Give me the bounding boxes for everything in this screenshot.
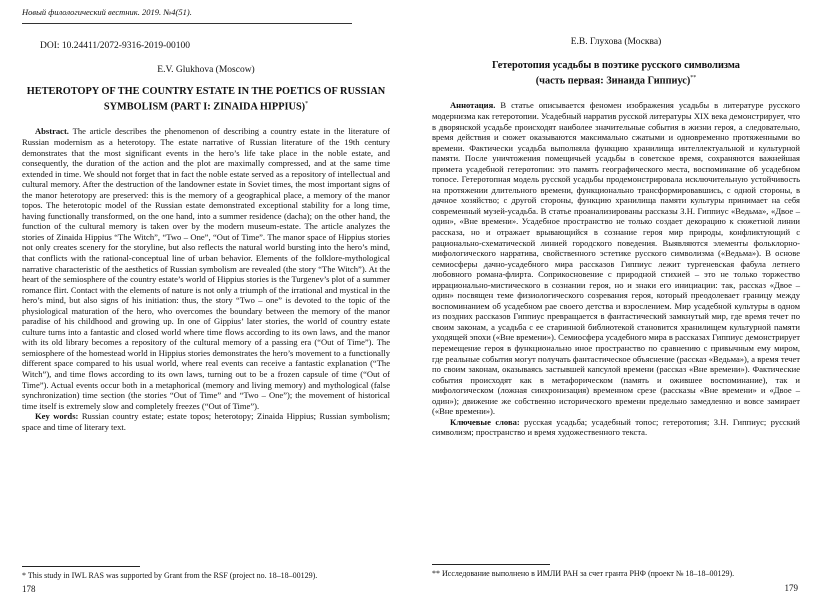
abstract-ru (432, 100, 800, 416)
article-title-text: HETEROTOPY OF THE COUNTRY ESTATE IN THE POETICS OF RUSSIAN SYMBOLISM (PART I: ZINAIDA HIPPIUS) (26, 86, 386, 113)
footnote: * This study in IWL RAS was supported by Grant from the RSF (project no. 18–18–00129). (22, 571, 318, 580)
article-title-ru-line1: Гетеротопия усадьбы в поэтике русского символизма (492, 60, 740, 71)
page-number-ru: 179 (784, 583, 798, 593)
article-title-ru-line2: (часть первая: Зинаида Гиппиус) (535, 75, 691, 87)
keywords-text-ru: русская усадьба; усадебный топос; гетеротопия; З.Н. Гиппиус; русский символизм; пространство и время художественного текста. (432, 416, 801, 438)
page-number: 178 (22, 584, 36, 594)
abstract-text-ru: В статье описывается феномен изображения усадьбы в литературе русского модернизма как гетеротопии. Усадебный нарратив русской литературы XIX века демонстрирует, что в дворянской усадьбе происходят наиболее значительные события в жизни героя, а следовательно, время действия и сюжет оказываются максимально сжатыми и одновременно протяженными во времени. Фактически усадьба выполняла функцию хранилища интеллектуальной и культурной памяти. После уничтожения помещичьей усадьбы в советское время, сохраняются важнейшая примета усадебной гетеротопии: это память географического места, воспоминание об усадебном топосе. Гетеротопная модель русской усадьбы продемонстрировала исключительную устойчивость на протяжении длительного времени, функционально трансформировавшись, с одной стороны, в дачное хозяйство; с другой стороны, функцию хранилища памяти культуры принимает на себя современный музей-усадьба. В статье проанализированы рассказы З.Н. Гиппиус «Ведьма», «Двое – один», «Вне времени». Усадебное пространство не только создает декорацию к сюжетной линии рассказа, но и отражает врывающийся в сознание героя мир природы, конфликтующий с рационально-схематической линией городского поведения. Выявляются элементы фольклорно-мифологического нарратива, свойственного эстетике русского символизма («Ведьма»). В основе семиосферы дачно-усадебного мира рассказов Гиппиус лежит тургеневская фабула летнего любовного романа-флирта. Соприкосновение с природной стихией – это не только торжество иррационально-мистического в сознании героя, но и знаки его инициации: так, рассказ «Двое – один» посвящен теме физиологического созревания героя, который преодолевает границу между воспоминанием об усадебном рае своего детства и взрослением. Мир усадебной культуры в одном из поздних рассказов Гиппиус превращается в фантастический замкнутый мир, где время течет по своим законам, а усадьба с ее старинной библиотекой становится хранилищем культурной памяти уходящей эпохи («Вне времени»). Семиосфера усадебного мира в рассказах Гиппиус демонстрирует перемещение героя в функционально иное пространство по сравнению с привычным ему миром, где реальные события могут получать фантастическое объяснение (рассказ «Ведьма»), а время течет по своим законам, оказываясь застывшей капсулой времени (рассказ «Вне времени»). Фактические события происходят как в метафорическом (память и ожившее воспоминание), так и мифологическом (ложная синхронизация) временном срезе (рассказы «Вне времени» и «Двое – один»); движение же собственно исторического времени предельно замедленно и вовсе замирает («Вне времени»). (432, 100, 800, 417)
right-page (410, 0, 820, 609)
author-name: E.V. Glukhova (Moscow) (157, 65, 255, 75)
abstract-label: Abstract. (35, 126, 69, 137)
footnote-rule-ru (432, 564, 550, 565)
keywords-ru (432, 417, 800, 438)
keywords (22, 411, 390, 432)
title-footnote-mark-ru: ** (690, 75, 697, 81)
doi: DOI: 10.24411/2072-9316-2019-00100 (40, 41, 191, 51)
header-rule (22, 23, 352, 24)
footnote-rule (22, 566, 140, 567)
keywords-text: Russian country estate; estate topos; heterotopy; Zinaida Hippius; Russian symbolism; space and time of literary text. (22, 411, 390, 432)
keywords-label-ru: Ключевые слова: (450, 416, 520, 427)
title-footnote-mark: * (305, 101, 309, 107)
running-header: Новый филологический вестник. 2019. №4(51). (22, 7, 192, 17)
abstract-text: The article describes the phenomenon of describing a country estate in the literature of Russian modernism as a heterotopy. The estate narrative of Russian literature of the 19th century demonstrates that the most significant events in the hero’s life take place in the noble estate, and consequently, the duration of the action and the plot are maximally compressed, and at the same time extended in time. We should not forget that in fact the noble estate served as a repository of intellectual and cultural memory. After the destruction of the landowner estate in Soviet times, the most important signs of the manor heterotopy are preserved: this is the memory of a geographical place, a memory of the manor topos. The heterotopic model of the Russian estate demonstrated exceptional stability for a long time, having functionally transformed, on the one hand, into a summer residence (dacha); on the other hand, the function of the cultural memory is taken over by the modern museum-estate. The article analyzes the stories of Zinaida Hippius “The Witch”, “Two – One”, “Out of Time”. The manor space of Hippius stories not only creates scenery for the storyline, but also reflects the natural world bursting into the hero’s mind, that conflicts with the rational-conceptual line of urban behavior. Elements of the folklore-mythological narrative characteristic of the aesthetics of Russian symbolism are revealed (the story “The Witch”). At the heart of the semiosphere of the country estate’s world of Hippius stories is the Turgenev’s plot of a summer romance flirt. Contact with the elements of nature is not only a triumph of the irrational and mystical in the hero’s mind, but also signs of his initiation: thus, the story “Two – one” is devoted to the topic of the physiological maturation of the hero, who overcomes the boundary between the memory of the manor paradise of his childhood and growing up. In one of Gippius’ later stories, the world of country estate culture turns into a fantastic and closed world where time flows according to its own laws, and the manor with its old library becomes a repository of the cultural memory of a passing era (“Out of Time”). The semiosphere of the homestead world in Hippius stories demonstrates the hero’s movement to a functionally different space compared to his usual world, where real events can receive a fantastic explanation (“The Witch”), and time flows according to its own laws, turning out to be a frozen capsule of time (“Out of Time”). Actual events occur both in a metaphorical (memory and living memory) and mythological (false synchronization) time section (the stories “Out of Time” and “Two – One”); the movement of historical time itself is extremely slow and completely freezes (“Out of Time”). (22, 126, 390, 411)
article-title-ru (432, 60, 800, 87)
article-title (22, 86, 390, 113)
keywords-label: Key words: (35, 411, 79, 422)
abstract-label-ru: Аннотация. (450, 100, 496, 111)
footnote-ru: ** Исследование выполнено в ИМЛИ РАН за счет гранта РНФ (проект № 18–18–00129). (432, 569, 735, 578)
abstract (22, 126, 390, 411)
author-name-ru: Е.В. Глухова (Москва) (570, 37, 662, 47)
